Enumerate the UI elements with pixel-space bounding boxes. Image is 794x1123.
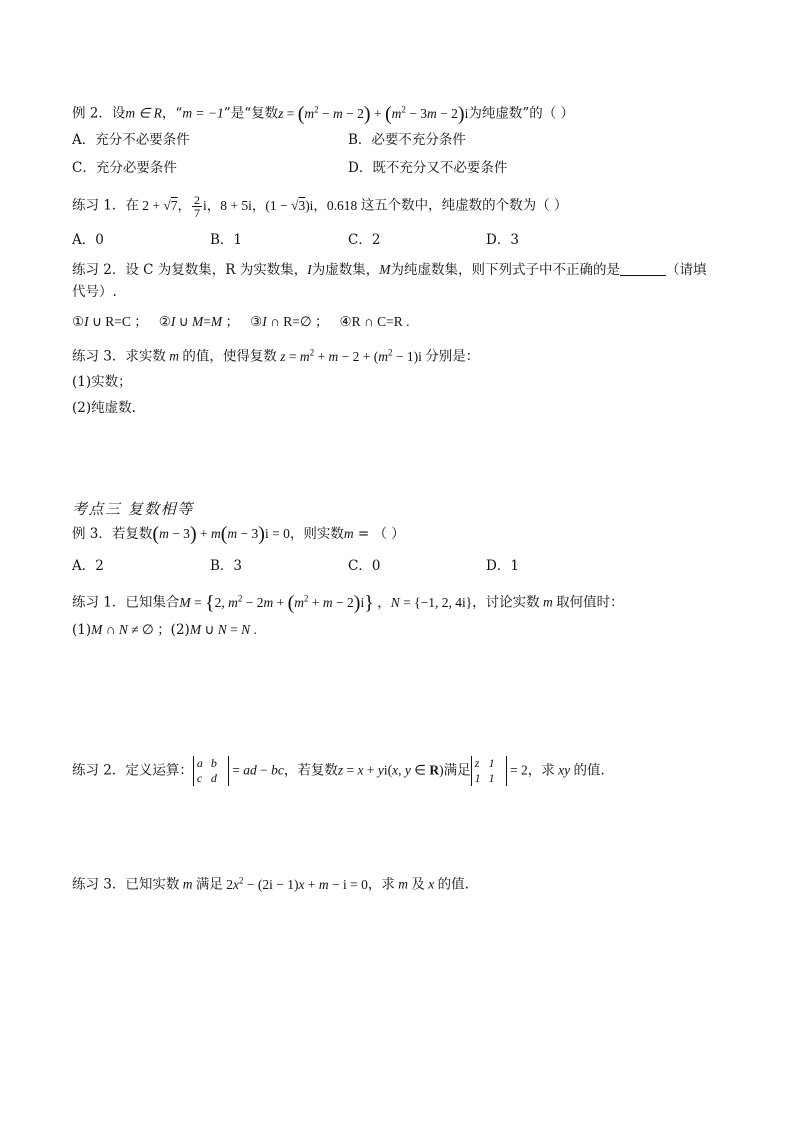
determinant-question: 练习 2．定义运算： a b c d = ad − bc，若复数z = x + yi(x, y ∈ R)满足 z 1 1 1 = 2，求 xy 的值. xyxy=(72,756,605,785)
example-2-question xyxy=(72,99,734,124)
practice-2-text-c: 为纯虚数集，则下列式子中不正确的是 xyxy=(390,262,620,278)
sub-question-1: (1)实数； xyxy=(72,374,132,390)
condition-m-eq: m = −1 xyxy=(182,105,224,121)
determinant-text-e: 的值. xyxy=(573,762,605,779)
set-m-expression: M = {2, $m^2 - 2m + (m^2 + m - 2)i$} ，N = {−1, 2, 4i} xyxy=(179,591,473,614)
practice-1-question xyxy=(72,194,734,219)
equation-text-c: ，求 xyxy=(367,876,395,893)
section-title: 考点三 复数相等 xyxy=(72,500,194,518)
practice-2-cont: 代号）. xyxy=(72,284,117,300)
practice-3-text-b: 的值，使得复数 xyxy=(182,348,277,365)
option-a[interactable]: A．充分不必要条件 xyxy=(72,132,190,148)
option-d[interactable]: D．既不充分又不必要条件 xyxy=(348,160,508,176)
practice-2-text-b: 为虚数集， xyxy=(311,262,380,278)
option-d[interactable]: D．1 xyxy=(486,558,519,574)
example-3-expression: (m − 3) + m(m − 3)i = 0 xyxy=(152,523,290,545)
option-c[interactable]: C．2 xyxy=(348,232,381,248)
determinant-text-b: ，若复数 xyxy=(283,762,338,779)
set-conditions: (1)M ∩ N ≠ ∅ ；(2)M ∪ N = N . xyxy=(72,622,257,638)
option-a[interactable]: A．2 xyxy=(72,558,104,574)
complex-expression: $z = (m^2 - m - 2) + (m^2 - 3m - 2)i$ xyxy=(278,102,469,125)
condition-1-mark: (1) xyxy=(72,622,92,638)
practice-3-question: 练习 3．求实数 m 的值，使得复数 $z = m^2 + m - 2 + (m^2 - 1)i$ 分别是： xyxy=(72,347,480,365)
practice-1-label: 练习 1．在 xyxy=(72,197,139,214)
example-3-label: 例 3．若复数 xyxy=(72,526,153,542)
pure-imag-tail: 为纯虚数”的（ ） xyxy=(468,105,575,122)
equation-label: 练习 3．已知实数 xyxy=(72,876,180,893)
example-3-question: 例 3．若复数(m − 3) + m(m − 3)i = 0，则实数m = （ ） xyxy=(72,523,405,545)
determinant-label: 练习 2．定义运算： xyxy=(72,762,193,779)
example-3-text-c: （ ） xyxy=(373,526,405,542)
determinant-text-d: ，求 xyxy=(527,762,555,779)
condition-m-real: m ∈ R xyxy=(125,105,162,121)
equation-question: 练习 3．已知实数 m 满足 $2x^2 - (2i - 1)x + m - i = 0$，求 m 及 x 的值. xyxy=(72,875,469,893)
complex-label: ”是“复数 xyxy=(223,105,279,122)
option-c[interactable]: C．充分必要条件 xyxy=(72,160,177,176)
item-4-mark: ④ xyxy=(339,314,352,330)
determinant-text-c: 满足 xyxy=(443,762,471,779)
set-question-text-b: ，讨论实数 xyxy=(472,594,540,611)
set-question-text-c: 取何值时： xyxy=(556,594,624,611)
practice-2-label: 练习 2．设 C 为复数集，R 为实数集， xyxy=(72,262,308,278)
practice-1-rest: 这五个数中，纯虚数的个数为（ ） xyxy=(360,197,568,214)
sub-question-2: (2)纯虚数. xyxy=(72,400,136,416)
number-list: 2 + √7， $\frac{2}{7}$ i，8 + 5i，(1 − √3)i，0.618 xyxy=(138,193,361,220)
example-3-text-b: ，则实数 xyxy=(289,526,344,542)
determinant-given: z 1 1 1 xyxy=(471,756,507,786)
example-2-label: 例 2．设 xyxy=(72,105,126,122)
quote-open: ，“ xyxy=(161,105,183,122)
answer-blank[interactable] xyxy=(620,261,666,276)
practice-3-expression: $z = m^2 + m - 2 + (m^2 - 1)i$ xyxy=(280,347,426,364)
equation-expression: $2x^2 - (2i - 1)x + m - i = 0$ xyxy=(222,875,368,892)
practice-3-label: 练习 3．求实数 xyxy=(72,348,166,365)
determinant-def: a b c d xyxy=(193,756,229,786)
option-b[interactable]: B．1 xyxy=(210,232,243,248)
option-b[interactable]: B．必要不充分条件 xyxy=(348,132,466,148)
set-question-label: 练习 1．已知集合 xyxy=(72,594,180,611)
item-1-mark: ① xyxy=(72,314,85,330)
set-question: 练习 1．已知集合M = {2, $m^2 - 2m + (m^2 + m - 2)i$} ，N = {−1, 2, 4i}，讨论实数 m 取何值时： xyxy=(72,591,624,614)
condition-2-mark: ；(2) xyxy=(157,622,190,638)
option-b[interactable]: B．3 xyxy=(210,558,243,574)
practice-2-items: ①I ∪ R=C ； ②I ∪ M=M ； ③I ∩ R=∅ ； ④R ∩ C=R . xyxy=(72,314,410,330)
equation-text-b: 满足 xyxy=(195,876,223,893)
practice-2-question: 练习 2．设 C 为复数集，R 为实数集，I为虚数集，M为纯虚数集，则下列式子中不正确的是 （请填 xyxy=(72,262,707,278)
item-3-mark: ③ xyxy=(250,314,263,330)
equation-text-d: 及 xyxy=(411,876,425,893)
item-2-mark: ② xyxy=(158,314,171,330)
equation-text-e: 的值. xyxy=(437,876,469,893)
option-d[interactable]: D．3 xyxy=(486,232,519,248)
practice-3-text-c: 分别是： xyxy=(425,348,480,365)
option-c[interactable]: C．0 xyxy=(348,558,381,574)
practice-2-text-d: （请填 xyxy=(666,262,707,278)
option-a[interactable]: A．0 xyxy=(72,232,104,248)
